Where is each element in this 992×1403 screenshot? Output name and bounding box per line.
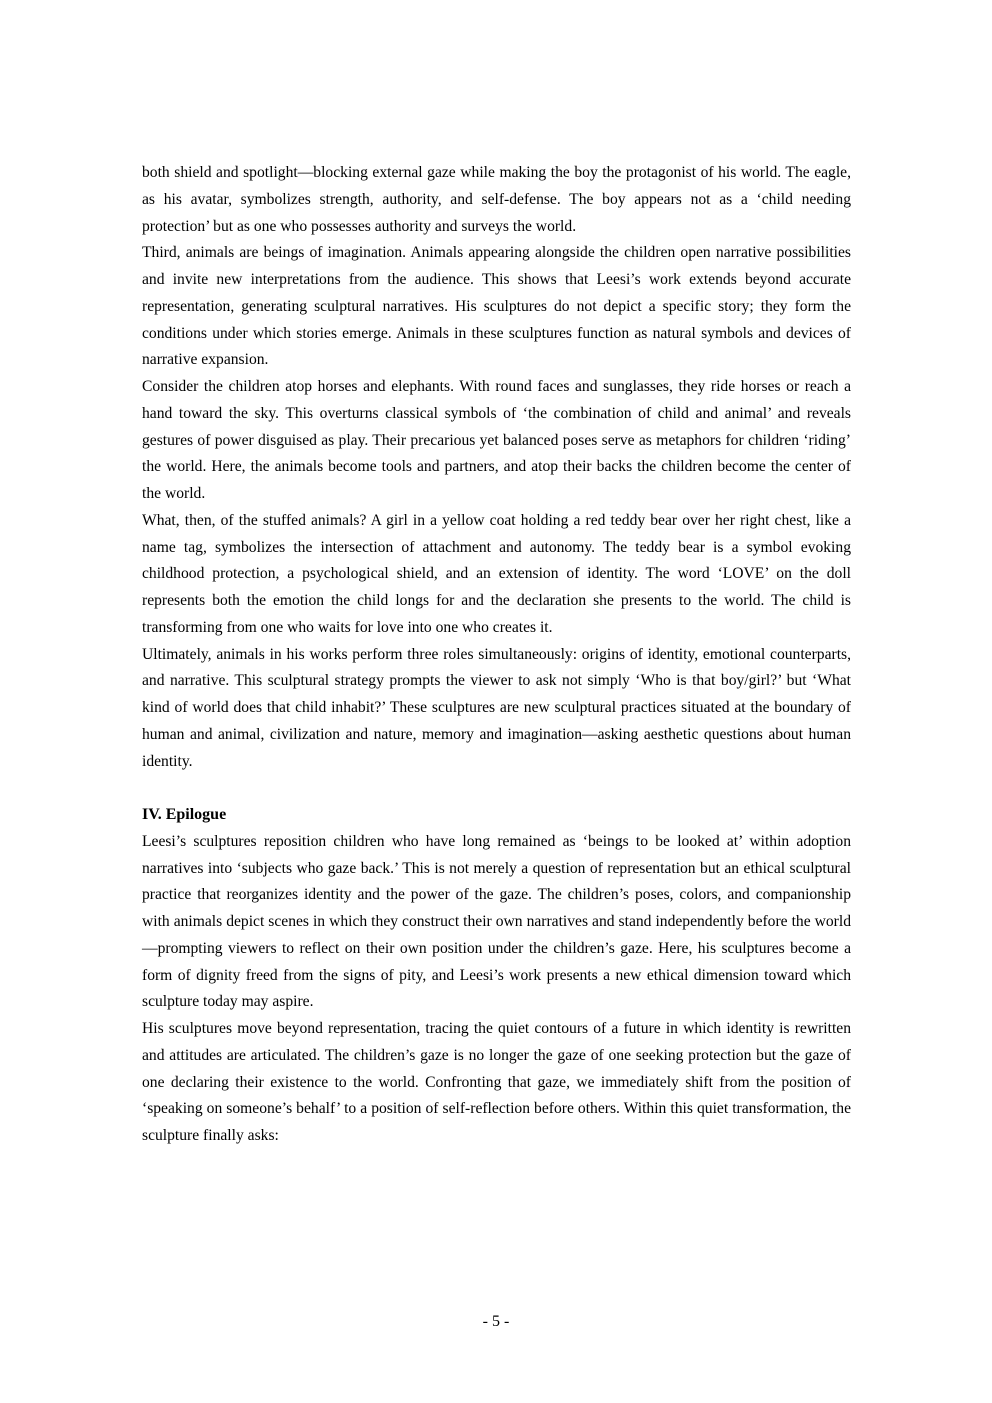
- body-paragraph: Ultimately, animals in his works perform three roles simultaneously: origins of identity, emotional counterparts, and narrative. This sculptural strategy prompts the viewer to ask not simply ‘Who is that boy/girl?’ but ‘What kind of world does that child inhabit?’ These sculptures are new sculptural practices situated at the boundary of human and animal, civilization and nature, memory and imagination—asking aesthetic questions about human identity.: [142, 645, 851, 770]
- section-heading: IV. Epilogue: [142, 806, 227, 823]
- section-spacer: [142, 775, 851, 802]
- body-paragraph: both shield and spotlight—blocking external gaze while making the boy the protagonist of his world. The eagle, as his avatar, symbolizes strength, authority, and self-defense. The boy appears not as a ‘child needing protection’ but as one who possesses authority and surveys the world.: [142, 164, 851, 235]
- body-paragraph: Third, animals are beings of imagination. Animals appearing alongside the children open narrative possibilities and invite new interpretations from the audience. This shows that Leesi’s work extends beyond accurate representation, generating sculptural narratives. His sculptures do not depict a specific story; they form the conditions under which stories emerge. Animals in these sculptures function as natural symbols and devices of narrative expansion.: [142, 244, 851, 369]
- body-paragraph: His sculptures move beyond representation, tracing the quiet contours of a future in which identity is rewritten and attitudes are articulated. The children’s gaze is no longer the gaze of one seeking protection but the gaze of one declaring their existence to the world. Confronting that gaze, we immediately shift from the position of ‘speaking on someone’s behalf’ to a position of self-reflection before others. Within this quiet transformation, the sculpture finally asks:: [142, 1020, 851, 1144]
- body-paragraph: What, then, of the stuffed animals? A girl in a yellow coat holding a red teddy bear over her right chest, like a name tag, symbolizes the intersection of attachment and autonomy. The teddy bear is a symbol evoking childhood protection, a psychological shield, and an extension of identity. The word ‘LOVE’ on the doll represents both the emotion the child longs for and the declaration she presents to the world. The child is transforming from one who waits for love into one who creates it.: [142, 511, 851, 636]
- body-paragraph: Consider the children atop horses and elephants. With round faces and sunglasses, they ride horses or reach a hand toward the sky. This overturns classical symbols of ‘the combination of child and animal’ and reveals gestures of power disguised as play. Their precarious yet balanced poses serve as metaphors for children ‘riding’ the world. Here, the animals become tools and partners, and atop their backs the children become the center of the world.: [142, 378, 851, 502]
- document-page: [142, 160, 851, 1150]
- body-paragraph: Leesi’s sculptures reposition children who have long remained as ‘beings to be looked at’ within adoption narratives into ‘subjects who gaze back.’ This is not merely a question of representation but an ethical sculptural practice that reorganizes identity and the power of the gaze. The children’s poses, colors, and companionship with animals depict scenes in which they construct their own narratives and stand independently before the world—prompting viewers to reflect on their own position under the children’s gaze. Here, his sculptures become a form of dignity freed from the signs of pity, and Leesi’s work presents a new ethical dimension toward which sculpture today may aspire.: [142, 832, 851, 1011]
- page-number: - 5 -: [482, 1313, 510, 1330]
